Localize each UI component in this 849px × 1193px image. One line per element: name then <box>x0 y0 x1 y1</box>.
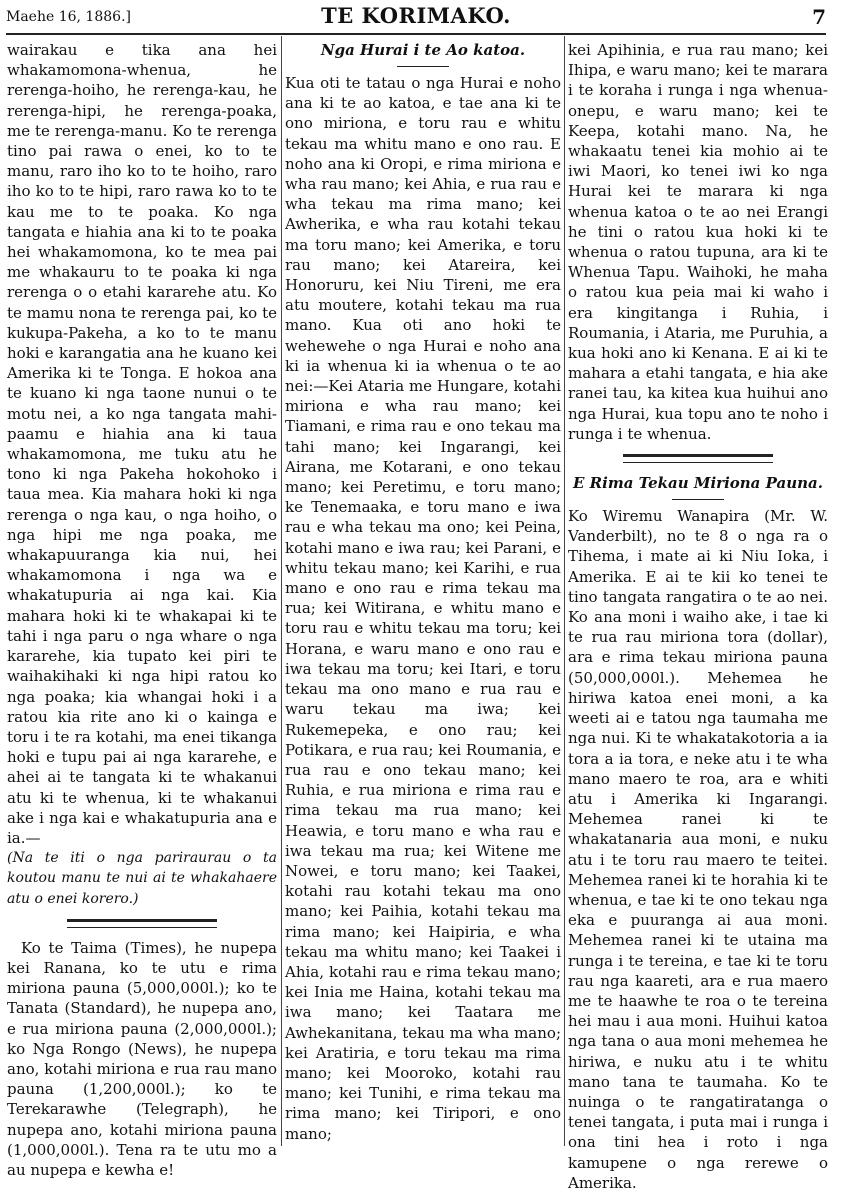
column-divider <box>564 36 565 1146</box>
column-3 <box>568 40 828 1192</box>
column-2 <box>285 40 561 1144</box>
section-divider <box>67 919 217 928</box>
page-number: 7 <box>812 5 826 29</box>
article-title: E Rima Tekau Miriona Pauna. <box>573 474 823 493</box>
masthead-title: TE KORIMAKO. <box>321 3 511 28</box>
page-header <box>6 3 826 35</box>
article-body: Kua oti te tatau o nga Hurai e noho ana ki te ao katoa, e tae ana ki te ono miriona, e toru rau e whitu tekau ma whitu mano e ono rau. E noho ana ki Oropi, e rima miriona e wha rau mano; kei Ahia, e rua rau e wha tekau ma rima mano; kei Awherika, e wha rau kotahi tekau ma toru mano; kei Amerika, e toru rau mano; kei Atareira, kei Honoruru, kei Niu Tireni, me era atu moutere, kotahi tekau ma rua mano. Kua oti ano hoki te wehewehe o nga Hurai e noho ana ki ia whenua ki ia whenua o te ao nei:—Kei Ataria me Hungare, kotahi miriona e wha rau mano; kei Tiamani, e rima rau e ono tekau ma tahi mano; kei Ingarangi, kei Airana, me Kotarani, e ono tekau mano; kei Peretimu, e toru mano; ke Tenemaaka, e toru mano e iwa rau e wha tekau ma ono; kei Peina, kotahi mano e iwa rau; kei Parani, e whitu tekau mano; kei Karihi, e rua mano e ono rau e rima tekau ma rua; kei Witirana, e whitu mano e toru rau e whitu tekau ma toru; kei Horana, e waru mano e ono rau e iwa tekau ma toru; kei Itari, e toru tekau ma ono mano e rua rau e waru tekau ma iwa; kei Rukemepeka, e ono rau; kei Potikara, e rua rau; kei Roumania, e rua rau e ono tekau mano; kei Ruhia, e rua miriona e rima rau e rima tekau ma rua mano; kei Heawia, e toru mano e wha rau e iwa tekau ma rua; kei Witene me Nowei, e toru mano; kei Taakei, kotahi rau kotahi tekau ma ono mano; kei Paihia, kotahi tekau ma rima mano; kei Haipiria, e wha tekau ma whitu mano; kei Taakei i Ahia, kotahi rau e rima tekau mano; kei Inia me Haina, kotahi tekau ma iwa mano; kei Taatara me Awhekanitana, tekau ma wha mano; kei Aratiria, e toru tekau ma rima mano; kei Mooroko, kotahi rau mano; kei Tunihi, e rima tekau ma rima mano; kei Tiripori, e ono mano; <box>285 74 561 1143</box>
title-rule <box>397 66 449 67</box>
newspaper-prices-paragraph: Ko te Taima (Times), he nupepa kei Ranana, ko te utu e rima miriona pauna (5,000,000l.); ko te Tanata (Standard), he nupepa ano, e rua miriona pauna (2,000,000l.); ko Nga Rongo (News), he nupepa ano, kotahi miriona e rua rau mano pauna (1,200,000l.); ko te Terekarawhe (Telegraph), he nupepa ano, kotahi miriona pauna (1,000,000l.). Tena ra te utu mo a au nupepa e kewha e! <box>7 938 277 1179</box>
column-divider <box>281 36 282 1146</box>
column-1 <box>7 40 277 1179</box>
article-continuation-text: kei Apihinia, e rua rau mano; kei Ihipa, e waru mano; kei te marara i te koraha i runga i nga whenua-onepu, e waru mano; kei te Keepa, kotahi mano. Na, he whakaatu tenei kia mohio ai te iwi Maori, ko tenei iwi ko nga Hurai kei te marara ki nga whenua katoa o te ao nei Erangi he tini o ratou kua hoki ki te whenua o ratou tupuna, ara ki te Whenua Tapu. Waihoki, he maha o ratou kua peia mai ki waho i era kingitanga i Ruhia, i Roumania, i Ataria, me Puruhia, a kua hoki ano ki Kenana. E ai ki te mahara a etahi tangata, e hia ake ranei tau, ka kitea kua huihui ano nga Hurai, kua topu ano te noho i runga i te whenua. <box>568 41 828 443</box>
article-continuation-text: wairakau e tika ana hei whakamomona-whenua, he rerenga-hoiho, he rerenga-kau, he rerenga-hipi, he rerenga-poaka, me te rerenga-manu. Ko te rerenga tino pai rawa o enei, ko to te manu, raro iho ko to te hoiho, raro iho ko to te hipi, raro rawa ko to te kau me to te poaka. Ko nga tangata e hiahia ana ki to te poaka hei whakamomona, ko te mea pai me whakauru to te poaka ki nga rerenga o o etahi kararehe atu. Ko te mamu nona te rerenga pai, ko te kukupa-Pakeha, a ko to te manu hoki e karangatia ana he kuano kei Amerika ki te Tonga. E hokoa ana te kuano ki nga taone nunui o te motu nei, a ko nga tangata mahi-paamu e hiahia ana ki taua whakamomona, me tuku atu he tono ki nga Pakeha hokohoko i taua mea. Kia mahara hoki ki nga rerenga o nga kau, o nga hoiho, o nga hipi me nga poaka, me whakapuuranga kia nui, hei whakamomona i nga wa e whakatupuria ai nga kai. Kia mahara hoki ki te whakapai ki te tahi i nga paru o nga whare o nga kararehe, kia tupato kei piri te waihakihaki ki nga hipi ratou ko nga poaka; kia whangai hoki i a ratou kia rite ano ki o kainga e toru i te ra kotahi, ma enei tikanga hoki e tupu pai ai nga kararehe, e ahei ai te tangata ki te whakanui atu ki te whenua, ki te whakanui ake i nga kai e whakatupuria ana e ia.— <box>7 41 277 847</box>
header-date: Maehe 16, 1886.] <box>6 9 131 25</box>
section-divider <box>623 454 773 463</box>
article-title: Nga Hurai i te Ao katoa. <box>320 41 526 59</box>
editor-note: (Na te iti o nga pariraurau o ta koutou manu te nui ai te whakahaere atu o enei korero.) <box>7 850 277 907</box>
title-rule <box>672 499 724 500</box>
article-body: Ko Wiremu Wanapira (Mr. W. Vanderbilt), no te 8 o nga ra o Tihema, i mate ai ki Niu Ioka, i Amerika. E ai te kii ko tenei te tino tangata rangatira o te ao nei. Ko ana moni i waiho ake, i tae ki te rua rau miriona tora (dollar), ara e rima tekau miriona pauna (50,000,000l.). Mehemea he hiriwa katoa enei moni, a ka weeti ai e tatou nga taumaha me nga nui. Ki te whakatakotoria a ia tora a ia tora, e neke atu i te wha mano maero te roa, ara e whiti atu i Amerika ki Ingarangi. Mehemea ranei ki te whakatanaria aua moni, e nuku atu i te toru rau maero te teitei. Mehemea ranei ki te horahia ki te whenua, e tae ki te ono tekau nga eka e puuranga ai aua moni. Mehemea ranei ki te utaina ma runga i te tereina, e tae ki te toru rau nga kaareti, ara e rua maero me te haawhe te roa o te tereina hei mau i aua moni. Huihui katoa nga tana o aua moni mehemea he hiriwa, e nuku atu i te whitu mano tana te taumaha. Ko te nuinga o te rangatiratanga o tenei tangata, i puta mai i runga i ona tini hea i roto i nga kamupene o nga rerewe o Amerika. <box>568 507 828 1192</box>
